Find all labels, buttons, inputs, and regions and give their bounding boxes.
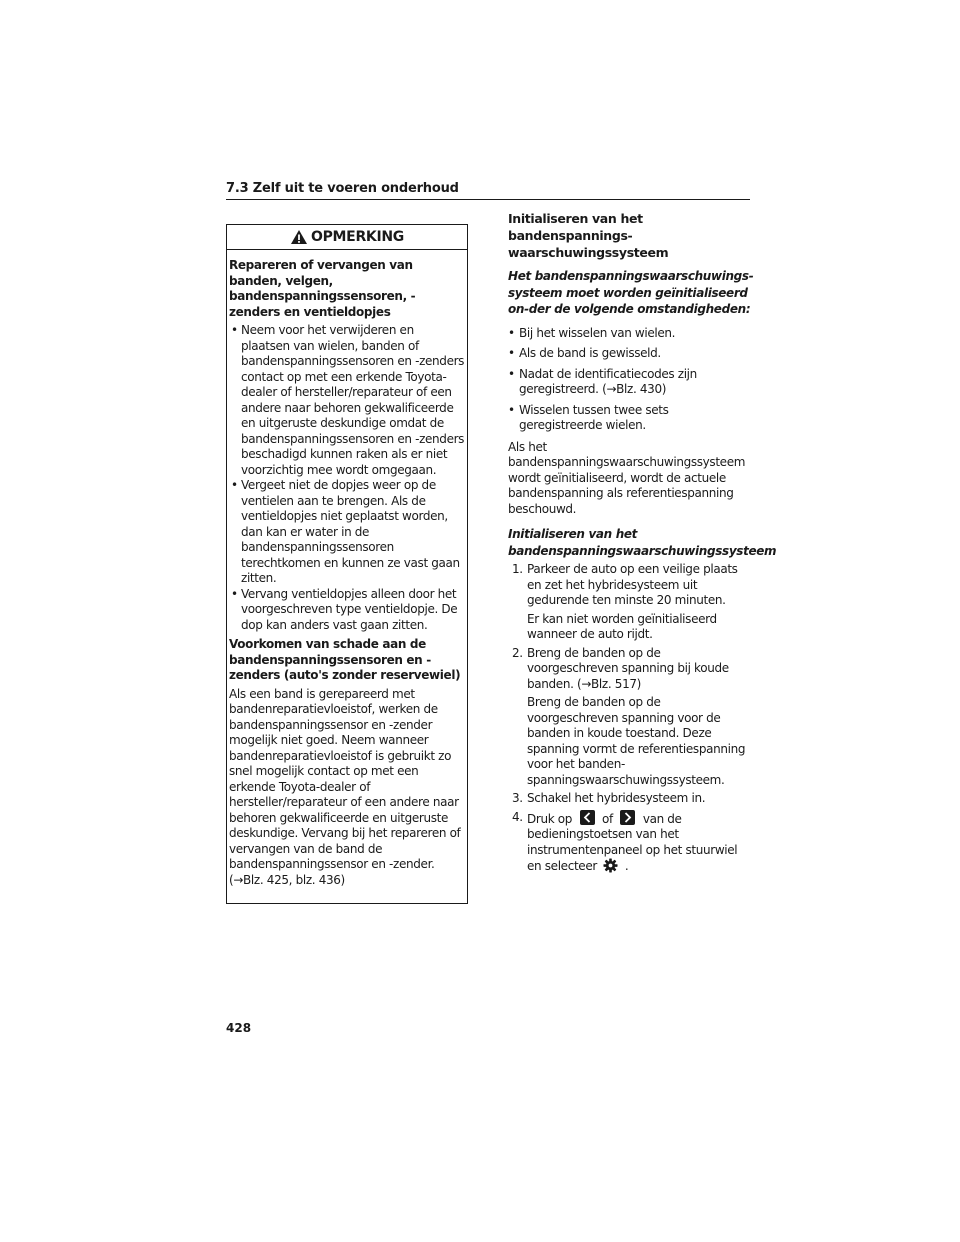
notice-body (227, 250, 467, 888)
list-item: • Nadat de identificatiecodes zijn geregistreerd. (→Blz. 430) (508, 367, 754, 398)
step-text (527, 810, 754, 875)
notice-bullet-list (229, 323, 465, 633)
list-item: • Neem voor het verwijderen en plaatsen van wielen, banden of bandenspanningssensoren en -zenders contact op met een erkende Toyota-dealer of hersteller/reparateur of een andere naar behoren gekwalificeerde en uitgeruste deskundige omdat de bandenspanningssensoren en -zenders beschadigd kunnen raken als er niet voorzichtig mee wordt omgegaan. (229, 323, 465, 478)
chevron-left-icon (580, 810, 595, 825)
right-column (508, 210, 777, 878)
step-subtext: Er kan niet worden geïnitialiseerd wanneer de auto rijdt. (527, 611, 717, 641)
procedure-title: Initialiseren van het bandenspanningswaarschuwingssysteem (508, 527, 777, 558)
step-subtext: Breng de banden op de voorgeschreven spanning voor de banden in koude toestand. Deze spanning vormt de referentiespanning voor het banden-spanningswaarschuwingssysteem. (527, 695, 746, 787)
procedure-step (512, 810, 754, 875)
notice-block2-title: Voorkomen van schade aan de bandenspanningssensoren en -zenders (auto's zonder reservewiel) (229, 637, 461, 682)
step-text: Parkeer de auto op een veilige plaats en zet het hybridesysteem uit gedurende ten minste 20 minuten. (527, 562, 738, 607)
list-item: • Vergeet niet de dopjes weer op de ventielen aan te brengen. Als de ventieldopjes niet geplaatst worden, dan kan er water in de bandenspanningssensoren terechtkomen en kunnen ze vast gaan zitten. (229, 478, 465, 587)
notice-block1-title: Repareren of vervangen van banden, velgen, bandenspanningssensoren, -zenders en ventieldopjes (229, 258, 416, 319)
init-heading: Initialiseren van het bandenspannings-waarschuwingssysteem (508, 211, 669, 260)
step4-text-part4: . (624, 859, 629, 873)
chevron-right-icon (620, 810, 635, 825)
step4-text-part1: Druk op (527, 811, 573, 826)
step-number: 1. (512, 562, 523, 576)
procedure-step (512, 646, 754, 789)
procedure-step (512, 562, 754, 643)
step-text: Schakel het hybridesysteem in. (527, 791, 706, 805)
page-number: 428 (226, 1021, 252, 1035)
step-text: Breng de banden op de voorgeschreven spanning bij koude banden. (→Blz. 517) (527, 645, 729, 691)
list-item: • Wisselen tussen twee sets geregistreerde wielen. (508, 403, 754, 434)
condition-list (508, 326, 754, 434)
section-title: 7.3 Zelf uit te voeren onderhoud (226, 181, 750, 200)
step4-text-part2: of (602, 811, 613, 826)
notice-label: OPMERKING (310, 229, 404, 245)
step-number: 3. (512, 791, 523, 805)
step-number: 4. (512, 809, 523, 824)
gear-icon (603, 858, 618, 873)
notice-header (227, 225, 467, 250)
init-intro: Het bandenspanningswaarschuwings-systeem moet worden geïnitialiseerd on-der de volgende omstandigheden: (508, 269, 754, 316)
warning-icon (290, 229, 308, 245)
notice-box (226, 224, 468, 904)
list-item: • Vervang ventieldopjes alleen door het voorgeschreven type ventieldopje. De dop kan anders vast gaan zitten. (229, 587, 465, 634)
list-item: • Als de band is gewisseld. (508, 346, 754, 362)
init-paragraph: Als het bandenspanningswaarschuwingssysteem wordt geïnitialiseerd, wordt de actuele bandenspanning als referentiespanning beschouwd. (508, 439, 746, 516)
procedure-step (512, 791, 754, 807)
step4-text-part3: van de bedieningstoetsen van het instrumentenpaneel op het stuurwiel en selecteer (527, 811, 738, 873)
step-number: 2. (512, 645, 523, 660)
procedure-steps (508, 562, 754, 875)
list-item: • Bij het wisselen van wielen. (508, 326, 754, 342)
notice-block2-text: Als een band is gerepareerd met bandenreparatievloeistof, werken de bandenspanningssensor en -zender mogelijk niet goed. Neem wanneer bandenreparatievloeistof is gebruikt zo snel mogelijk contact op met een erkende Toyota-dealer of hersteller/reparateur of een andere naar behoren gekwalificeerde en uitgeruste deskundige. Vervang bij het repareren of vervangen van de band de bandenspanningssensor en -zender. (→Blz. 425, blz. 436) (229, 686, 461, 887)
